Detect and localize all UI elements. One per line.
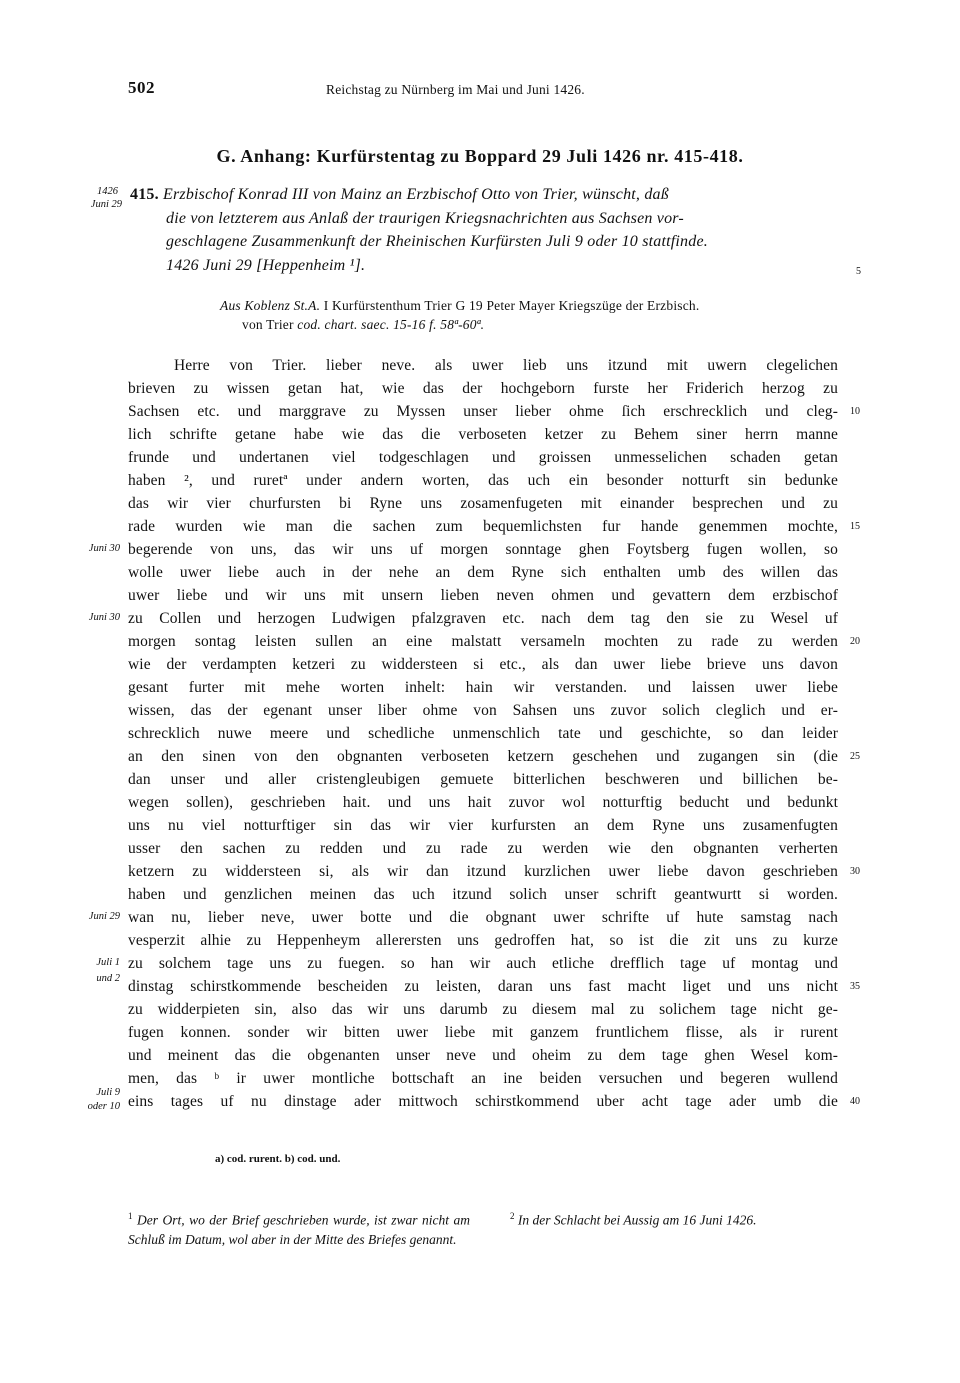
margin-date: Juni 30 — [88, 612, 120, 623]
text-line: zu Collen und herzogen Ludwigen pfalzgraven etc. nach dem tag den sie zu Wesel uf — [128, 610, 838, 627]
text-line: men, das ᵇ ir uwer montliche bottschaft an ine beiden versuchen und begeren wullend — [128, 1070, 838, 1087]
text-line: zu solchem tage uns zu fuegen. so han wir auch etliche drefflich tage uf montag und — [128, 955, 838, 972]
text-line: uns nu viel notturftiger sin das wir vier kurfursten an dem Ryne uns zusamenfugten — [128, 817, 838, 834]
text-line: wissen, das der egenant unser liber ohme von Sahsen uns zuvor solich cleglich und er- — [128, 702, 838, 719]
text-line: begerende von uns, das wir uns uf morgen sonntage ghen Foytsberg fugen wollen, so — [128, 541, 838, 558]
text-line: uwer liebe und wir uns mit unsern lieben neven ohmen und gevattern dem erzbischof — [128, 587, 838, 604]
text-line: brieven zu wissen getan hat, wie das der hochgeborn furste her Friderich herzog zu — [128, 380, 838, 397]
section-heading: G. Anhang: Kurfürstentag zu Boppard 29 Juli 1426 nr. 415-418. — [216, 146, 744, 166]
page-number: 502 — [128, 78, 155, 97]
text-line: rade wurden wie man die sachen zum bequemlichsten fur hande genemmen mochte, — [128, 518, 838, 535]
regest-line: geschlagene Zusammenkunft der Rheinischen Kurfürsten Juli 9 oder 10 stattfinde. — [166, 233, 708, 250]
regest-line: 415. Erzbischof Konrad III von Mainz an Erzbischof Otto von Trier, wünscht, daß — [130, 186, 669, 203]
margin-date: Juli 9 — [96, 1087, 120, 1098]
text-line: Herre von Trier. lieber neve. als uwer lieb uns itzund mit uwern clegelichen — [174, 357, 838, 374]
text-line: haben ², und ruretª under andern worten, das uch ein besonder notturft sin bedunke — [128, 472, 838, 489]
document-number: 415. — [130, 186, 159, 203]
footnote-mark: 1 — [128, 1211, 133, 1221]
line-number: 25 — [850, 751, 860, 762]
source-note: Aus Koblenz St.A. I Kurfürstenthum Trier G 19 Peter Mayer Kriegszüge der Erzbisch. von Trier cod. chart. saec. 15-16 f. 58ª-60ª. — [220, 298, 700, 332]
margin-date: Juni 29 — [88, 911, 120, 922]
footnote-1: $^1$ Der Ort, wo der Brief geschrieben wurde, ist zwar nicht am Schluß im Datum, wol aber in der Mitte des Briefes genannt. — [128, 1211, 470, 1247]
running-head: Reichstag zu Nürnberg im Mai und Juni 1426. — [326, 82, 585, 97]
text-line: lich schrifte getane habe wie das die verboseten ketzer zu Behem siner herrn manne — [128, 426, 838, 443]
line-number: 40 — [850, 1096, 860, 1107]
text-line: zu widderpieten sin, also das wir uns darumb zu diesem mal zu solichem tage nicht ge- — [128, 1001, 838, 1018]
line-number: 20 — [850, 636, 860, 647]
text-line: und meinent das die obgenanten unser neve und oheim zu dem tage ghen Wesel kom- — [128, 1047, 838, 1064]
text-line: vesperzit alhie zu Heppenheym allerersten uns gedroffen hat, so ist die zit uns zu kurze — [128, 932, 838, 949]
footnote-2: $^2$ In der Schlacht bei Aussig am 16 Juni 1426. — [510, 1211, 757, 1228]
margin-date: Juni 30 — [88, 543, 120, 554]
margin-date-year: 1426 — [97, 186, 118, 197]
margin-date: und 2 — [96, 973, 120, 984]
text-line: gesant furter mit mehe worten inhelt: hain wir verstanden. und laissen uwer liebe — [128, 679, 838, 696]
text-line: wolle uwer liebe auch in der nehe an dem Ryne sich enthalten umb des willen das — [128, 564, 838, 581]
text-line: usser den sachen zu redden und zu rade zu werden wie den obgnanten verherten — [128, 840, 838, 857]
text-line: fugen konnen. sonder wir bitten uwer liebe mit ganzem fruntlichem flisse, als ir rurent — [128, 1024, 838, 1041]
critical-apparatus: a) cod. rurent. b) cod. und. — [215, 1153, 341, 1165]
regest-line: die von letzterem aus Anlaß der traurigen Kriegsnachrichten aus Sachsen vor- — [166, 209, 684, 227]
text-line: das wir vier churfursten bi Ryne uns zosamenfugeten mit einander besprechen und zu — [128, 495, 838, 512]
regest-line: 1426 Juni 29 [Heppenheim ¹]. — [166, 256, 366, 274]
text-line: wegen sollen), geschrieben hait. und uns hait zuvor wol notturftig beducht und bedunkt — [128, 794, 838, 811]
margin-date-day: Juni 29 — [90, 199, 122, 210]
text-line: Sachsen etc. und marggrave zu Myssen unser lieber ohme ſich erschrecklich und cleg- — [128, 403, 838, 420]
text-line: frunde und undertanen viel todgeschlagen und groissen unmesselichen schaden getan — [128, 449, 838, 466]
text-line: eins tages uf nu dinstage ader mittwoch schirstkommend uber acht tage ader umb die — [128, 1093, 838, 1110]
footnote-mark: 2 — [510, 1211, 515, 1221]
text-line: schrecklich nuwe meere und schedliche unmenschlich tate und geschichte, so dan leider — [128, 725, 838, 742]
line-number: 35 — [850, 981, 860, 992]
text-line: morgen sontag leisten sullen an eine malstatt versameln mochten zu rade zu werden — [128, 633, 838, 650]
text-line: wan nu, lieber neve, uwer botte und die obgnant uwer schrifte uf hute samstag nach — [128, 909, 838, 926]
text-line: dan unser und aller cristengleubigen gemuete bitterlichen beschweren und billichen be- — [128, 771, 838, 788]
text-line: an den sinen von den obgnanten verboseten ketzern geschehen und zugangen sin (die — [128, 748, 838, 765]
margin-date: oder 10 — [87, 1101, 120, 1112]
text-line: wie der verdampten ketzeri zu widdersteen si etc., als dan uwer liebe brieve uns davon — [128, 656, 838, 673]
line-number: 5 — [856, 266, 861, 277]
text-line: haben und genzlichen meinen das uch itzund solich unser schrift geantwurtt si worden. — [128, 886, 838, 903]
text-line: dinstag schirstkommende bescheiden zu leisten, daran uns fast macht liget und uns nicht — [128, 978, 838, 995]
line-number: 10 — [850, 406, 860, 417]
margin-date: Juli 1 — [96, 957, 120, 968]
line-number: 30 — [850, 866, 860, 877]
line-number: 15 — [850, 521, 860, 532]
document-regest — [130, 183, 842, 277]
text-line: ketzern zu widdersteen si, als wir dan itzund kurzlichen uwer liebe davon geschrieben — [128, 863, 838, 880]
